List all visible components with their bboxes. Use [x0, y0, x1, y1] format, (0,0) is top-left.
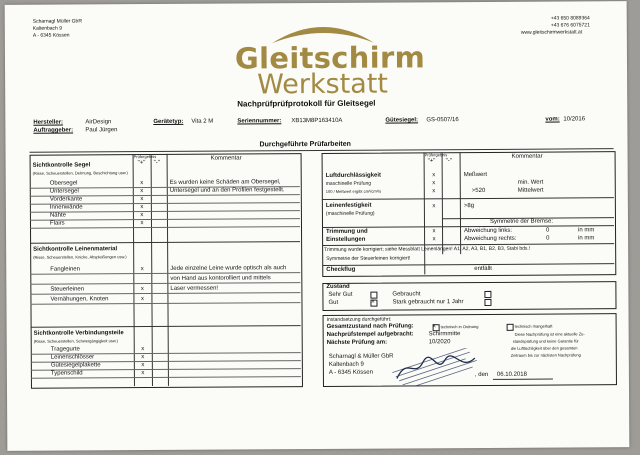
company-stamp-and-signature-icon [387, 348, 487, 387]
row-label: Vernähungen, Knoten [50, 296, 109, 303]
vom-label: vom: [545, 116, 560, 123]
row-plus-mark: x [140, 180, 144, 187]
trimm-title-2: Einstellungen [326, 236, 366, 243]
row-plus-mark: x [140, 188, 144, 195]
left-plus-head: "+" [137, 160, 146, 167]
row-comment: Jede einzelne Leine wurde optisch als auch [170, 265, 287, 272]
luft-plus-mark: x [432, 172, 436, 179]
document-title: Nachprüfprüfprotokoll für Gleitsegel [237, 98, 376, 109]
segel-subtitle: (Risse, Scheuerstellen, Dehnung, Beschichtung usw.) [32, 170, 128, 176]
trimm-title: Trimmung und [326, 228, 368, 235]
checkbox-technisch-mangelhaft[interactable] [507, 324, 514, 331]
luft-sub-2: 100 / Meßwert ergibt cm³/cm²/s [325, 188, 382, 194]
checkbox-sehr-gut[interactable] [370, 292, 377, 299]
disclaimer-2: standsprüfung und keine Garantie für [512, 338, 579, 344]
row-plus-mark: x [140, 212, 144, 219]
stempel-label: Nachprüfstempel aufgebracht: [326, 331, 414, 338]
logo-line-1: Gleitschirm [234, 40, 426, 76]
trimm-note-2: Symmetrie der Steuerleinen korrigiert! [326, 255, 411, 262]
signature-company: Scharnagl & Müller GbR [328, 353, 394, 360]
row-label: Innenwände [49, 204, 83, 211]
naechste-pruefung-value: 10/2020 [428, 339, 451, 346]
company-phone: +43 650 8089364 [550, 15, 590, 22]
auftraggeber-value: Paul Jürgen [85, 127, 118, 134]
symmetrie-label: Symmetrie der Bremse: [489, 218, 554, 225]
luft-title: Luftdurchlässigkeit [325, 172, 382, 179]
company-city: A - 6345 Kössen [32, 32, 70, 39]
leinenfest-plus-mark: x [432, 203, 436, 210]
row-comment: Untersegel und an den Profilen festgestellt. [169, 187, 285, 194]
row-label: Gütesiegelplakette [50, 362, 101, 369]
logo-line-2: Werkstatt [257, 68, 389, 101]
technisch-ok-mark: x [432, 323, 436, 330]
checkflug-value: entfällt [474, 265, 492, 273]
den-label: , den [474, 371, 489, 379]
stempel-value: Schirmmitte [428, 331, 461, 338]
zustand-gut-mark: x [371, 298, 375, 305]
section-title: Durchgeführte Prüfarbeiten [259, 140, 351, 149]
row-label: Steuerleinen [50, 286, 85, 293]
geraetetyp-label: Gerätetyp: [153, 118, 184, 125]
row-label: Tragegurte [50, 346, 80, 353]
row-plus-mark: x [140, 266, 144, 273]
left-result-head: Prüfergebnis [133, 153, 157, 160]
hersteller-value: AirDesign [85, 119, 112, 126]
right-comment-head: Kommentar [511, 153, 543, 160]
segel-title: Sichtkontrolle Segel [32, 162, 91, 169]
checkbox-gebraucht[interactable] [484, 291, 491, 298]
geraetetyp-value: Vita 2 M [191, 118, 214, 125]
leinen-subtitle: (Risse, Scheuerstellen, Knicke, Abspleißungen usw.) [33, 254, 127, 260]
checkflug-label: Checkflug [326, 266, 356, 273]
right-plus-head: "+" [427, 158, 436, 165]
row-comment: Es wurden keine Schäden am Obersegel, [169, 179, 281, 186]
row-label: Leinenschlösser [50, 354, 95, 361]
row-comment: Laser vermessen! [170, 285, 219, 292]
company-street: Kaltenbach 9 [32, 25, 63, 32]
luft-sub: maschinelle Prüfung [325, 180, 372, 187]
row-label: Fangleinen [50, 266, 80, 273]
verbindung-title: Sichtkontrolle Verbindungsteile [33, 330, 124, 337]
luft-messwert: Meßwert [463, 171, 488, 179]
leinenfest-value: >8g [463, 203, 475, 210]
disclaimer-4: Zeitraum bis zur nächsten Nachprüfung [510, 352, 581, 358]
leinenfest-sub: (maschinelle Prüfung) [325, 210, 375, 217]
trimm-plus-mark: x [432, 228, 436, 235]
zustand-box [322, 281, 616, 311]
leinen-rows [5, 1, 627, 5]
option-technisch-mangelhaft: technisch mangelhaft [514, 323, 553, 329]
company-phone-2: +43 676 6075721 [550, 22, 590, 29]
left-comment-head: Kommentar [210, 155, 242, 162]
row-plus-mark: x [141, 362, 145, 369]
abweichung-links-label: Abweichung links: [464, 227, 513, 235]
luft-plus-mark-3: x [432, 188, 436, 195]
row-label: Vorderkante [49, 196, 83, 203]
instandsetzung-label: Instandsetzung durchgeführt: [326, 316, 392, 323]
row-plus-mark: x [140, 296, 144, 303]
signature-street: Kaltenbach 9 [328, 361, 364, 368]
company-website: www.gleitschirmwerkstatt.at [520, 29, 583, 36]
abweichung-rechts-label: Abweichung rechts: [464, 235, 517, 243]
checkbox-stark-gebraucht[interactable] [484, 299, 491, 306]
gesamtzustand-label: Gesamtzustand nach Prüfung: [326, 323, 414, 330]
luft-value: >520 [471, 187, 486, 195]
vom-value: 10/2016 [563, 116, 586, 123]
row-label: Typenschild [50, 370, 83, 377]
segel-rows [5, 1, 627, 5]
signature-city: A - 6345 Kössen [328, 369, 373, 376]
trimm-plus-mark-2: x [432, 236, 436, 243]
luft-mittelwert: Mittelwert [517, 187, 544, 194]
company-name: Scharnagl Müller GbR [32, 18, 82, 25]
left-minus-head: "-" [153, 159, 160, 166]
row-plus-mark: x [141, 370, 145, 377]
row-plus-mark: x [141, 346, 145, 353]
row-label: Untersegel [49, 188, 79, 195]
trimm-note-1: Trimmung wurde korrigiert; siehe Messblatt Leinenlängen! A1, A2, A3, B1, B2, B3, Stabi bds.! [324, 245, 531, 253]
naechste-pruefung-label: Nächste Prüfung am: [326, 339, 388, 346]
row-label: Obersegel [49, 180, 78, 187]
zustand-gut: Gut [328, 299, 339, 306]
row-plus-mark: x [140, 220, 144, 227]
right-result-head: Prüfergebnis [424, 152, 448, 158]
guetesiegel-label: Gütesiegel: [385, 117, 419, 124]
row-label: Flairs [49, 220, 65, 227]
abweichung-links-value: 0 [546, 227, 550, 234]
leinenfest-title: Leinenfestigkeit [325, 202, 372, 209]
disclaimer-3: die Lufttüchtigkeit über den gesamten [510, 345, 578, 351]
seriennummer-label: Seriennummer: [237, 118, 282, 125]
verbindung-rows [5, 1, 627, 5]
abweichung-links-unit: in mm [578, 227, 595, 234]
signature-date: 06.10.2018 [496, 371, 527, 378]
row-plus-mark: x [140, 204, 144, 211]
row-comment: von Hand aus kontorolliert und mittels [170, 275, 271, 282]
verbindung-subtitle: (Risse, Scheuerstellen, Schwergängigkeit usw.) [33, 338, 118, 344]
inspection-protocol-sheet [5, 1, 630, 451]
zustand-sehr-gut: Sehr Gut [328, 291, 353, 298]
row-plus-mark: x [141, 354, 145, 361]
disclaimer-1: Diese Nachprüfung ist eine aktuelle Zu- [514, 331, 585, 337]
auftraggeber-label: Auftraggeber: [33, 127, 74, 134]
zustand-gebraucht: Gebraucht [392, 291, 421, 298]
row-label: Nähte [49, 212, 66, 219]
seriennummer-value: XB13M8P163410A [291, 117, 343, 125]
luft-plus-mark-2: x [432, 180, 436, 187]
abweichung-rechts-unit: in mm [578, 235, 595, 242]
zustand-stark: Stark gebraucht nur 1 Jahr [392, 299, 464, 306]
zustand-title: Zustand [326, 283, 350, 290]
hersteller-label: Hersteller: [33, 119, 64, 126]
row-plus-mark: x [140, 196, 144, 203]
right-minus-head: "-" [445, 158, 452, 165]
abweichung-rechts-value: 0 [546, 235, 550, 242]
luft-min: min. Wert [517, 179, 544, 186]
option-technisch-in-ordnung: technisch in Ordnung [440, 324, 479, 330]
leinen-title: Sichtkontrolle Leinenmaterial [33, 246, 118, 253]
row-plus-mark: x [140, 286, 144, 293]
guetesiegel-value: GS-0507/16 [426, 117, 459, 124]
